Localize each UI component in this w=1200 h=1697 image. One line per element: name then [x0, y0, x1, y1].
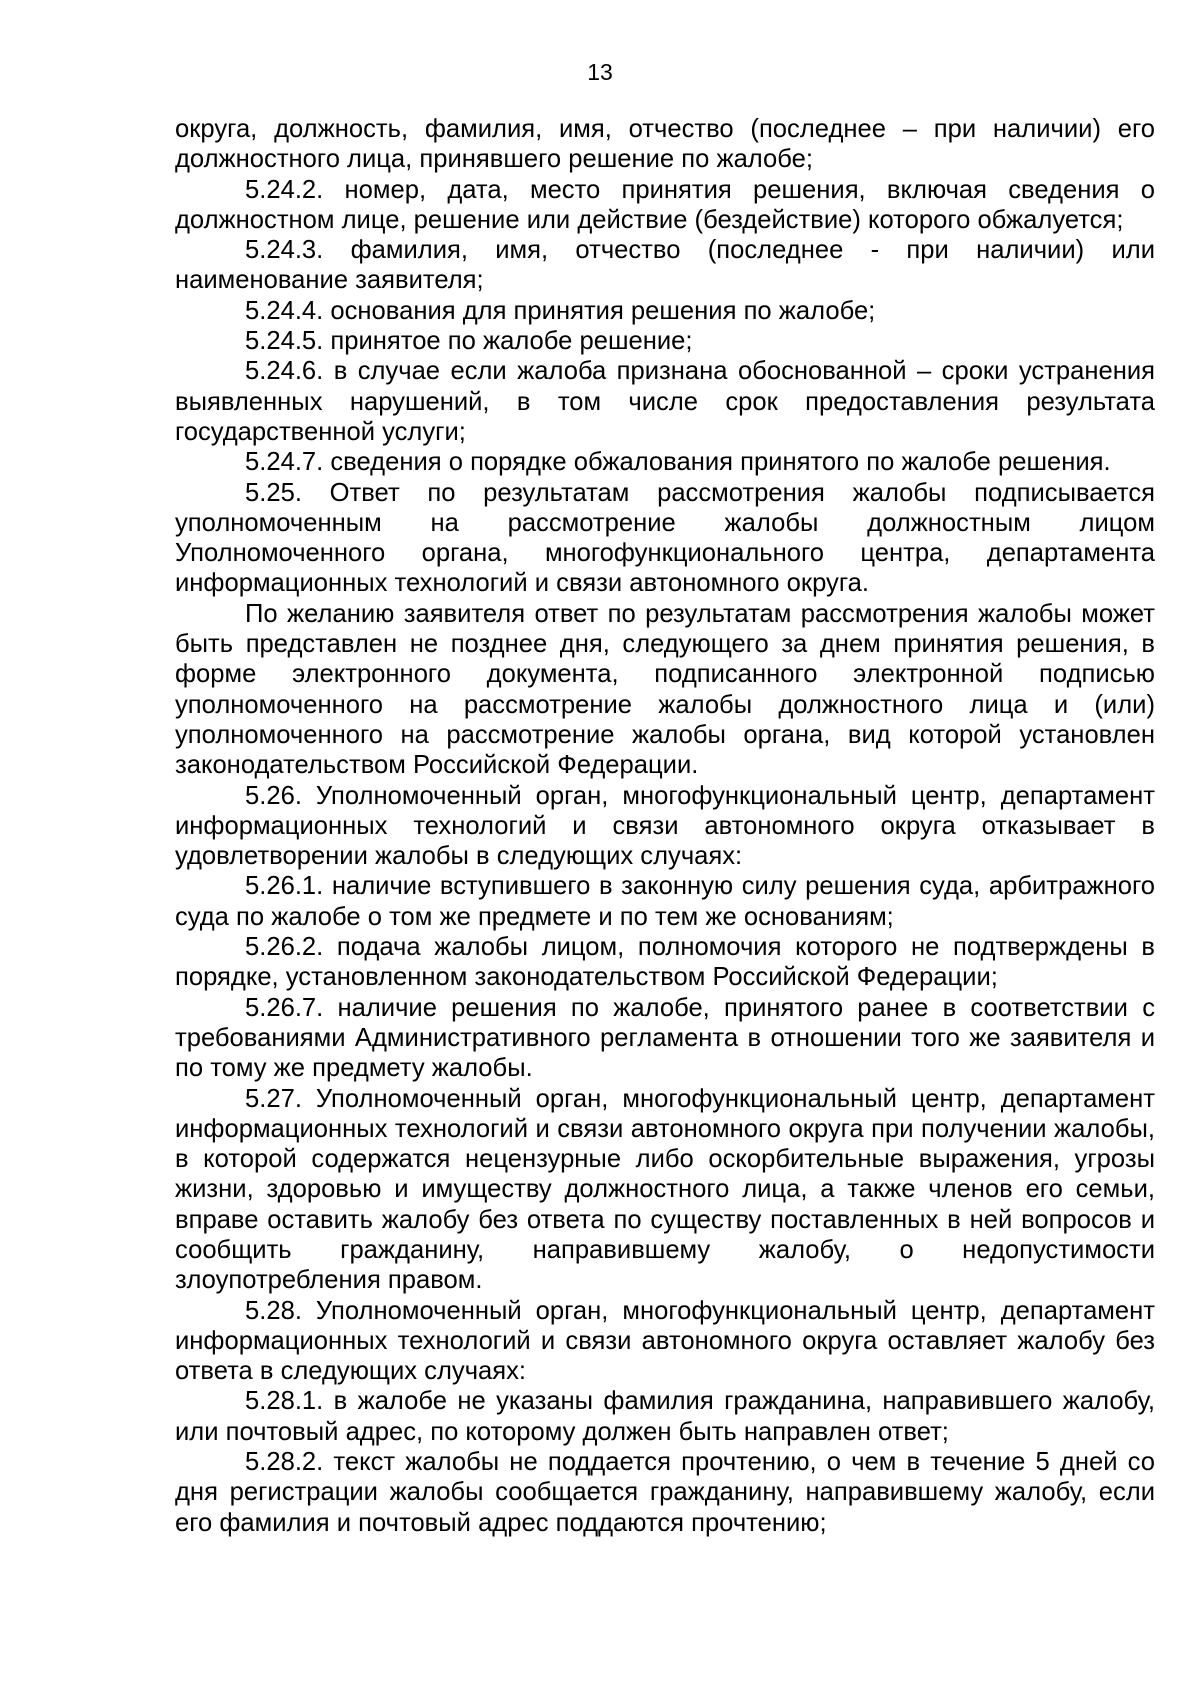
paragraph-5-26-2: 5.26.2. подача жалобы лицом, полномочия которого не подтверждены в порядке, установленном законодательством Российской Федерации; — [175, 933, 1155, 992]
paragraph-5-24-7: 5.24.7. сведения о порядке обжалования принятого по жалобе решения. — [245, 448, 1111, 477]
paragraph-5-24-6: 5.24.6. в случае если жалоба признана обоснованной – сроки устранения выявленных нарушений, в том числе срок предоставления результата государственной услуги; — [175, 357, 1155, 446]
paragraph-5-24-2: 5.24.2. номер, дата, место принятия решения, включая сведения о должностном лице, решение или действие (бездействие) которого обжалуется; — [175, 175, 1155, 234]
paragraph-5-28-1: 5.28.1. в жалобе не указаны фамилия гражданина, направившего жалобу, или почтовый адрес, по которому должен быть направлен ответ; — [175, 1387, 1155, 1446]
paragraph-5-24-5: 5.24.5. принятое по жалобе решение; — [245, 327, 693, 356]
paragraph-5-24-3: 5.24.3. фамилия, имя, отчество (последнее - при наличии) или наименование заявителя; — [175, 236, 1155, 295]
paragraph-5-26-7: 5.26.7. наличие решения по жалобе, принятого ранее в соответствии с требованиями Административного регламента в отношении того же заявителя и по тому же предмету жалобы. — [175, 993, 1155, 1083]
paragraph-5-28-2: 5.28.2. текст жалобы не поддается прочтению, о чем в течение 5 дней со дня регистрации жалобы сообщается гражданину, направившему жалобу, если его фамилия и почтовый адрес поддаются прочтению; — [175, 1448, 1155, 1537]
paragraph-5-27: 5.27. Уполномоченный орган, многофункциональный центр, департамент информационных технологий и связи автономного округа при получении жалобы, в которой содержатся нецензурные либо оскорбительные выражения, угрозы жизни, здоровью и имуществу должностного лица, а также членов его семьи, вправе оставить жалобу без ответа по существу поставленных в ней вопросов и сообщить гражданину, направившему жалобу, о недопустимости злоупотребления правом. — [175, 1084, 1155, 1295]
paragraph-5-26: 5.26. Уполномоченный орган, многофункциональный центр, департамент информационных технологий и связи автономного округа отказывает в удовлетворении жалобы в следующих случаях: — [175, 781, 1155, 871]
page-number: 13 — [587, 59, 613, 85]
document-body — [175, 114, 1155, 1538]
paragraph-5-25: 5.25. Ответ по результатам рассмотрения жалобы подписывается уполномоченным на рассмотрение жалобы должностным лицом Уполномоченного органа, многофункционального центра, департамента информационных технологий и связи автономного округа. — [175, 478, 1155, 598]
paragraph-5-24-4: 5.24.4. основания для принятия решения по жалобе; — [245, 296, 876, 325]
paragraph-5-28: 5.28. Уполномоченный орган, многофункциональный центр, департамент информационных технологий и связи автономного округа оставляет жалобу без ответа в следующих случаях: — [175, 1296, 1155, 1386]
paragraph-5-25-electronic-answer: По желанию заявителя ответ по результатам рассмотрения жалобы может быть представлен не позднее дня, следующего за днем принятия решения, в форме электронного документа, подписанного электронной подписью уполномоченного на рассмотрение жалобы должностного лица и (или) уполномоченного на рассмотрение жалобы органа, вид которой установлен законодательством Российской Федерации. — [175, 599, 1155, 780]
paragraph-5-26-1: 5.26.1. наличие вступившего в законную силу решения суда, арбитражного суда по жалобе о том же предмете и по тем же основаниям; — [175, 872, 1155, 931]
paragraph-continuation: округа, должность, фамилия, имя, отчество (последнее – при наличии) его должностного лица, принявшего решение по жалобе; — [175, 115, 1155, 174]
